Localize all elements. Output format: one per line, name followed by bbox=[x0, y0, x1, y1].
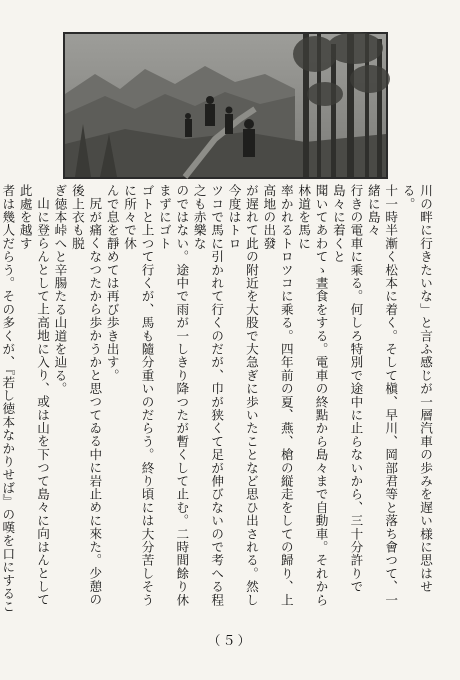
text-column: が遅れて此の附近を大股で大急ぎに歩いたことなど思ひ出される。然し今度はトロ bbox=[226, 184, 259, 607]
text-column: んで息を靜めては再び歩き出す。 bbox=[104, 184, 120, 382]
text-column: 聞いてあわてゝ晝食をする。電車の終點から島々まで自動車。それから林道を馬に bbox=[296, 184, 329, 607]
text-column: 率かれるトロツコに乘る。四年前の夏、燕、槍の縦走をしての歸り、上高地の出發 bbox=[261, 184, 294, 607]
page-number: （５） bbox=[207, 634, 253, 649]
text-column: 山に登らんとして上高地に入り、或は山を下つて島々に向はんとして此處を越す bbox=[17, 184, 51, 606]
text-column: 川の畔に行きたいな」と言ふ感じが一層汽車の歩みを遅い様に思はせる。 bbox=[400, 184, 433, 594]
text-column: 者は幾人だらう。その多くが、『若し徳本なかりせば』の嘆を口にするこ bbox=[0, 184, 16, 614]
text-column: ツコで馬に引かれて行くのだが、巾が狭くて足が伸びないので考へる程之も赤樂な bbox=[191, 184, 225, 607]
mountain-forest-scene-icon bbox=[65, 34, 386, 177]
mountain-forest-illustration bbox=[63, 32, 388, 179]
text-column: 十一時半漸く松本に着く。そして槇、早川、岡部君等と落ち會つて、一緒に島々 bbox=[365, 184, 399, 607]
vertical-body-text bbox=[0, 184, 434, 614]
text-column: のではない。途中で雨が一しきり降つたが暫くして止む。二時間餘り休まずにゴト bbox=[156, 184, 190, 607]
text-column: ゴトと上つて行くが、馬も隨分重いのだらう。終り頃には大分苦しそうに所々で休 bbox=[122, 184, 155, 607]
text-column: ぎ徳本峠へと辛腸たる山道を辿る。 bbox=[52, 184, 68, 396]
text-column: 尻が痛くなつたから歩かうかと思つてゐる中に岩止めに來た。少憩の後上衣も脱 bbox=[69, 184, 103, 606]
text-column: 行きの電車に乘る。何しろ特別で途中に止らないから、三十分許りで島々に着くと bbox=[330, 184, 364, 594]
